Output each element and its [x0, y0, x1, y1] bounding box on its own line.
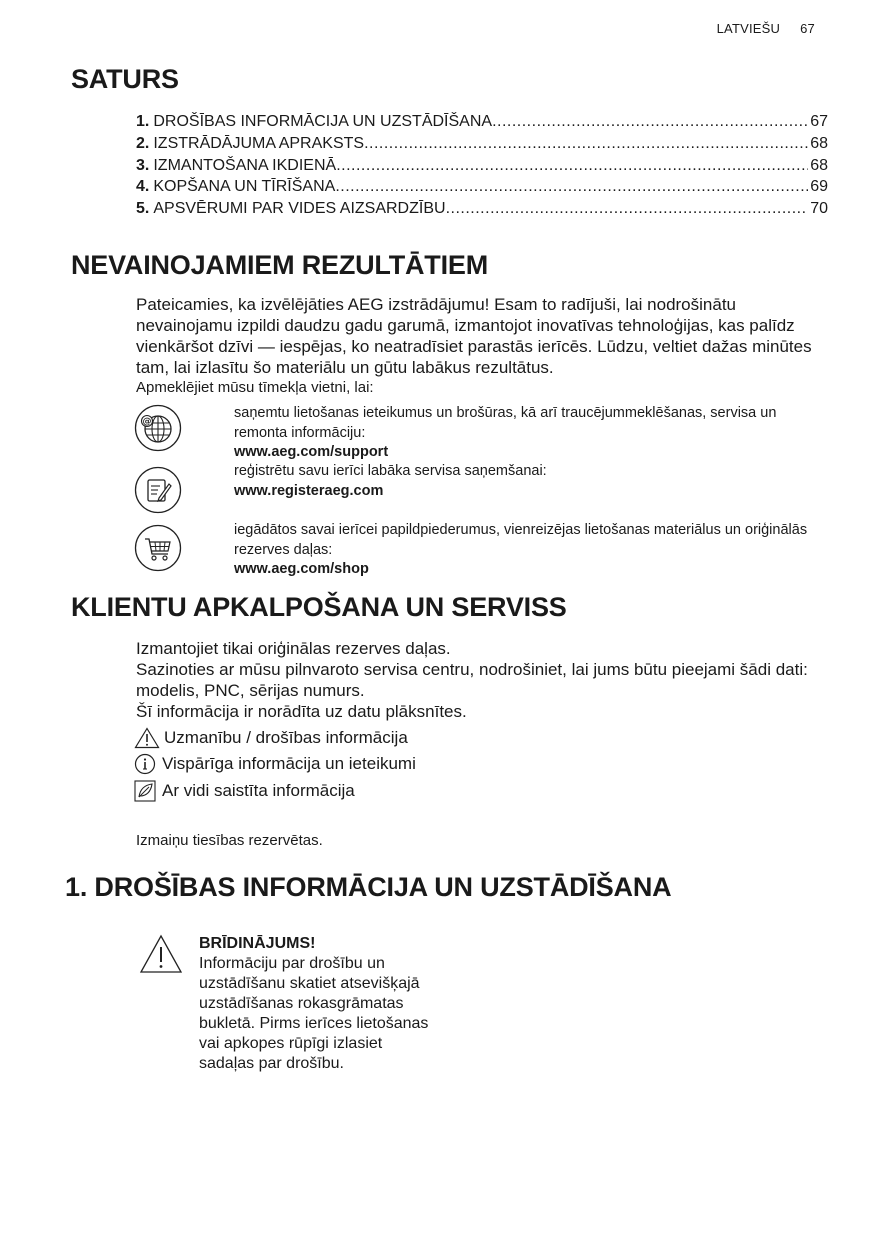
cart-icon	[134, 524, 182, 572]
results-visit: Apmeklējiet mūsu tīmekļa vietni, lai:	[136, 379, 374, 396]
legend-info-label: Vispārīga informācija un ieteikumi	[162, 754, 416, 773]
toc-item-label: IZMANTOŠANA IKDIENĀ	[153, 156, 337, 174]
toc-item-page: 67	[810, 113, 828, 130]
header-language: LATVIEŠU	[716, 21, 781, 36]
service-line: Sazinoties ar mūsu pilnvaroto servisa centru, nodrošiniet, lai jums būtu pieejami šādi dati: modelis, PNC, sērijas numurs.	[136, 660, 808, 700]
shop-url[interactable]: www.aeg.com/shop	[234, 561, 369, 577]
support-url[interactable]: www.aeg.com/support	[234, 444, 389, 460]
info-icon	[134, 753, 158, 775]
link-shop	[234, 521, 814, 580]
toc-item-page: 70	[810, 200, 828, 218]
toc-item-label: DROŠĪBAS INFORMĀCIJA UN UZSTĀDĪŠANA	[153, 113, 493, 130]
toc-item[interactable]: 5. APSVĒRUMI PAR VIDES AIZSARDZĪBU ..... 70	[136, 198, 828, 220]
legend-environment	[134, 779, 355, 803]
warning-icon	[139, 934, 183, 979]
legend-warning-label: Uzmanību / drošības informācija	[164, 728, 408, 747]
register-icon	[134, 466, 182, 514]
table-of-contents	[136, 111, 828, 220]
toc-item[interactable]: 3. IZMANTOŠANA IKDIENĀ ..... 68	[136, 155, 828, 177]
toc-item-page: 69	[810, 178, 828, 196]
link-support	[234, 404, 814, 463]
page-number: 67	[800, 21, 815, 36]
rights-reserved: Izmaiņu tiesības rezervētas.	[136, 832, 323, 849]
link-register-text: reģistrētu savu ierīci labāka servisa saņemšanai:	[234, 463, 547, 479]
toc-item-page: 68	[810, 156, 828, 174]
toc-item[interactable]: 1. DROŠĪBAS INFORMĀCIJA UN UZSTĀDĪŠANA ..... 67	[136, 111, 828, 133]
link-shop-text: iegādātos savai ierīcei papildpiederumus, vienreizējas lietošanas materiālus un oriģinālās rezerves daļas:	[234, 522, 808, 558]
legend-environment-label: Ar vidi saistīta informācija	[162, 781, 355, 800]
leaf-icon	[134, 780, 158, 802]
toc-item-label: IZSTRĀDĀJUMA APRAKSTS	[153, 134, 365, 152]
link-support-text: saņemtu lietošanas ieteikumus un brošūras, kā arī traucējummeklēšanas, servisa un remonta informāciju:	[234, 405, 777, 441]
warning-heading: BRĪDINĀJUMS!	[199, 935, 316, 952]
results-intro: Pateicamies, ka izvēlējāties AEG izstrādājumu! Esam to radījuši, lai nodrošinātu nevainojamu izpildi daudzu gadu garumā, izmantojot inovatīvas tehnoloģijas, kas palīdz vienkāršot dzīvi — iespējas, ko neatradīsiet parastās ierīcēs. Lūdzu, veltiet dažas minūtes tam, lai izlasītu šo materiālu un gūtu labākus rezultātus.	[136, 295, 812, 377]
toc-item-label: KOPŠANA UN TĪRĪŠANA	[153, 178, 336, 196]
toc-title: SATURS	[71, 64, 179, 94]
page-header	[717, 21, 815, 36]
service-line: Šī informācija ir norādīta uz datu plāksnītes.	[136, 702, 467, 721]
toc-item[interactable]: 2. IZSTRĀDĀJUMA APRAKSTS ..... 68	[136, 133, 828, 155]
results-title: NEVAINOJAMIEM REZULTĀTIEM	[71, 250, 488, 280]
warning-block	[199, 934, 429, 1074]
globe-icon	[134, 404, 182, 452]
svg-text:@: @	[142, 417, 152, 427]
safety-title: 1. DROŠĪBAS INFORMĀCIJA UN UZSTĀDĪŠANA	[65, 872, 672, 902]
toc-item-page: 68	[810, 134, 828, 152]
legend-warning	[134, 726, 408, 750]
legend-info	[134, 752, 416, 776]
service-title: KLIENTU APKALPOŠANA UN SERVISS	[71, 592, 567, 622]
link-register	[234, 462, 814, 501]
warning-icon	[134, 727, 160, 749]
toc-item-label: APSVĒRUMI PAR VIDES AIZSARDZĪBU	[153, 200, 446, 218]
register-url[interactable]: www.registeraeg.com	[234, 482, 384, 499]
service-line: Izmantojiet tikai oriģinālas rezerves daļas.	[136, 639, 451, 658]
toc-item[interactable]: 4. KOPŠANA UN TĪRĪŠANA ..... 69	[136, 176, 828, 198]
warning-text: Informāciju par drošību un uzstādīšanu skatiet atsevišķajā uzstādīšanas rokasgrāmatas bukletā. Pirms ierīces lietošanas vai apkopes rūpīgi izlasiet sadaļas par drošību.	[199, 955, 429, 1072]
